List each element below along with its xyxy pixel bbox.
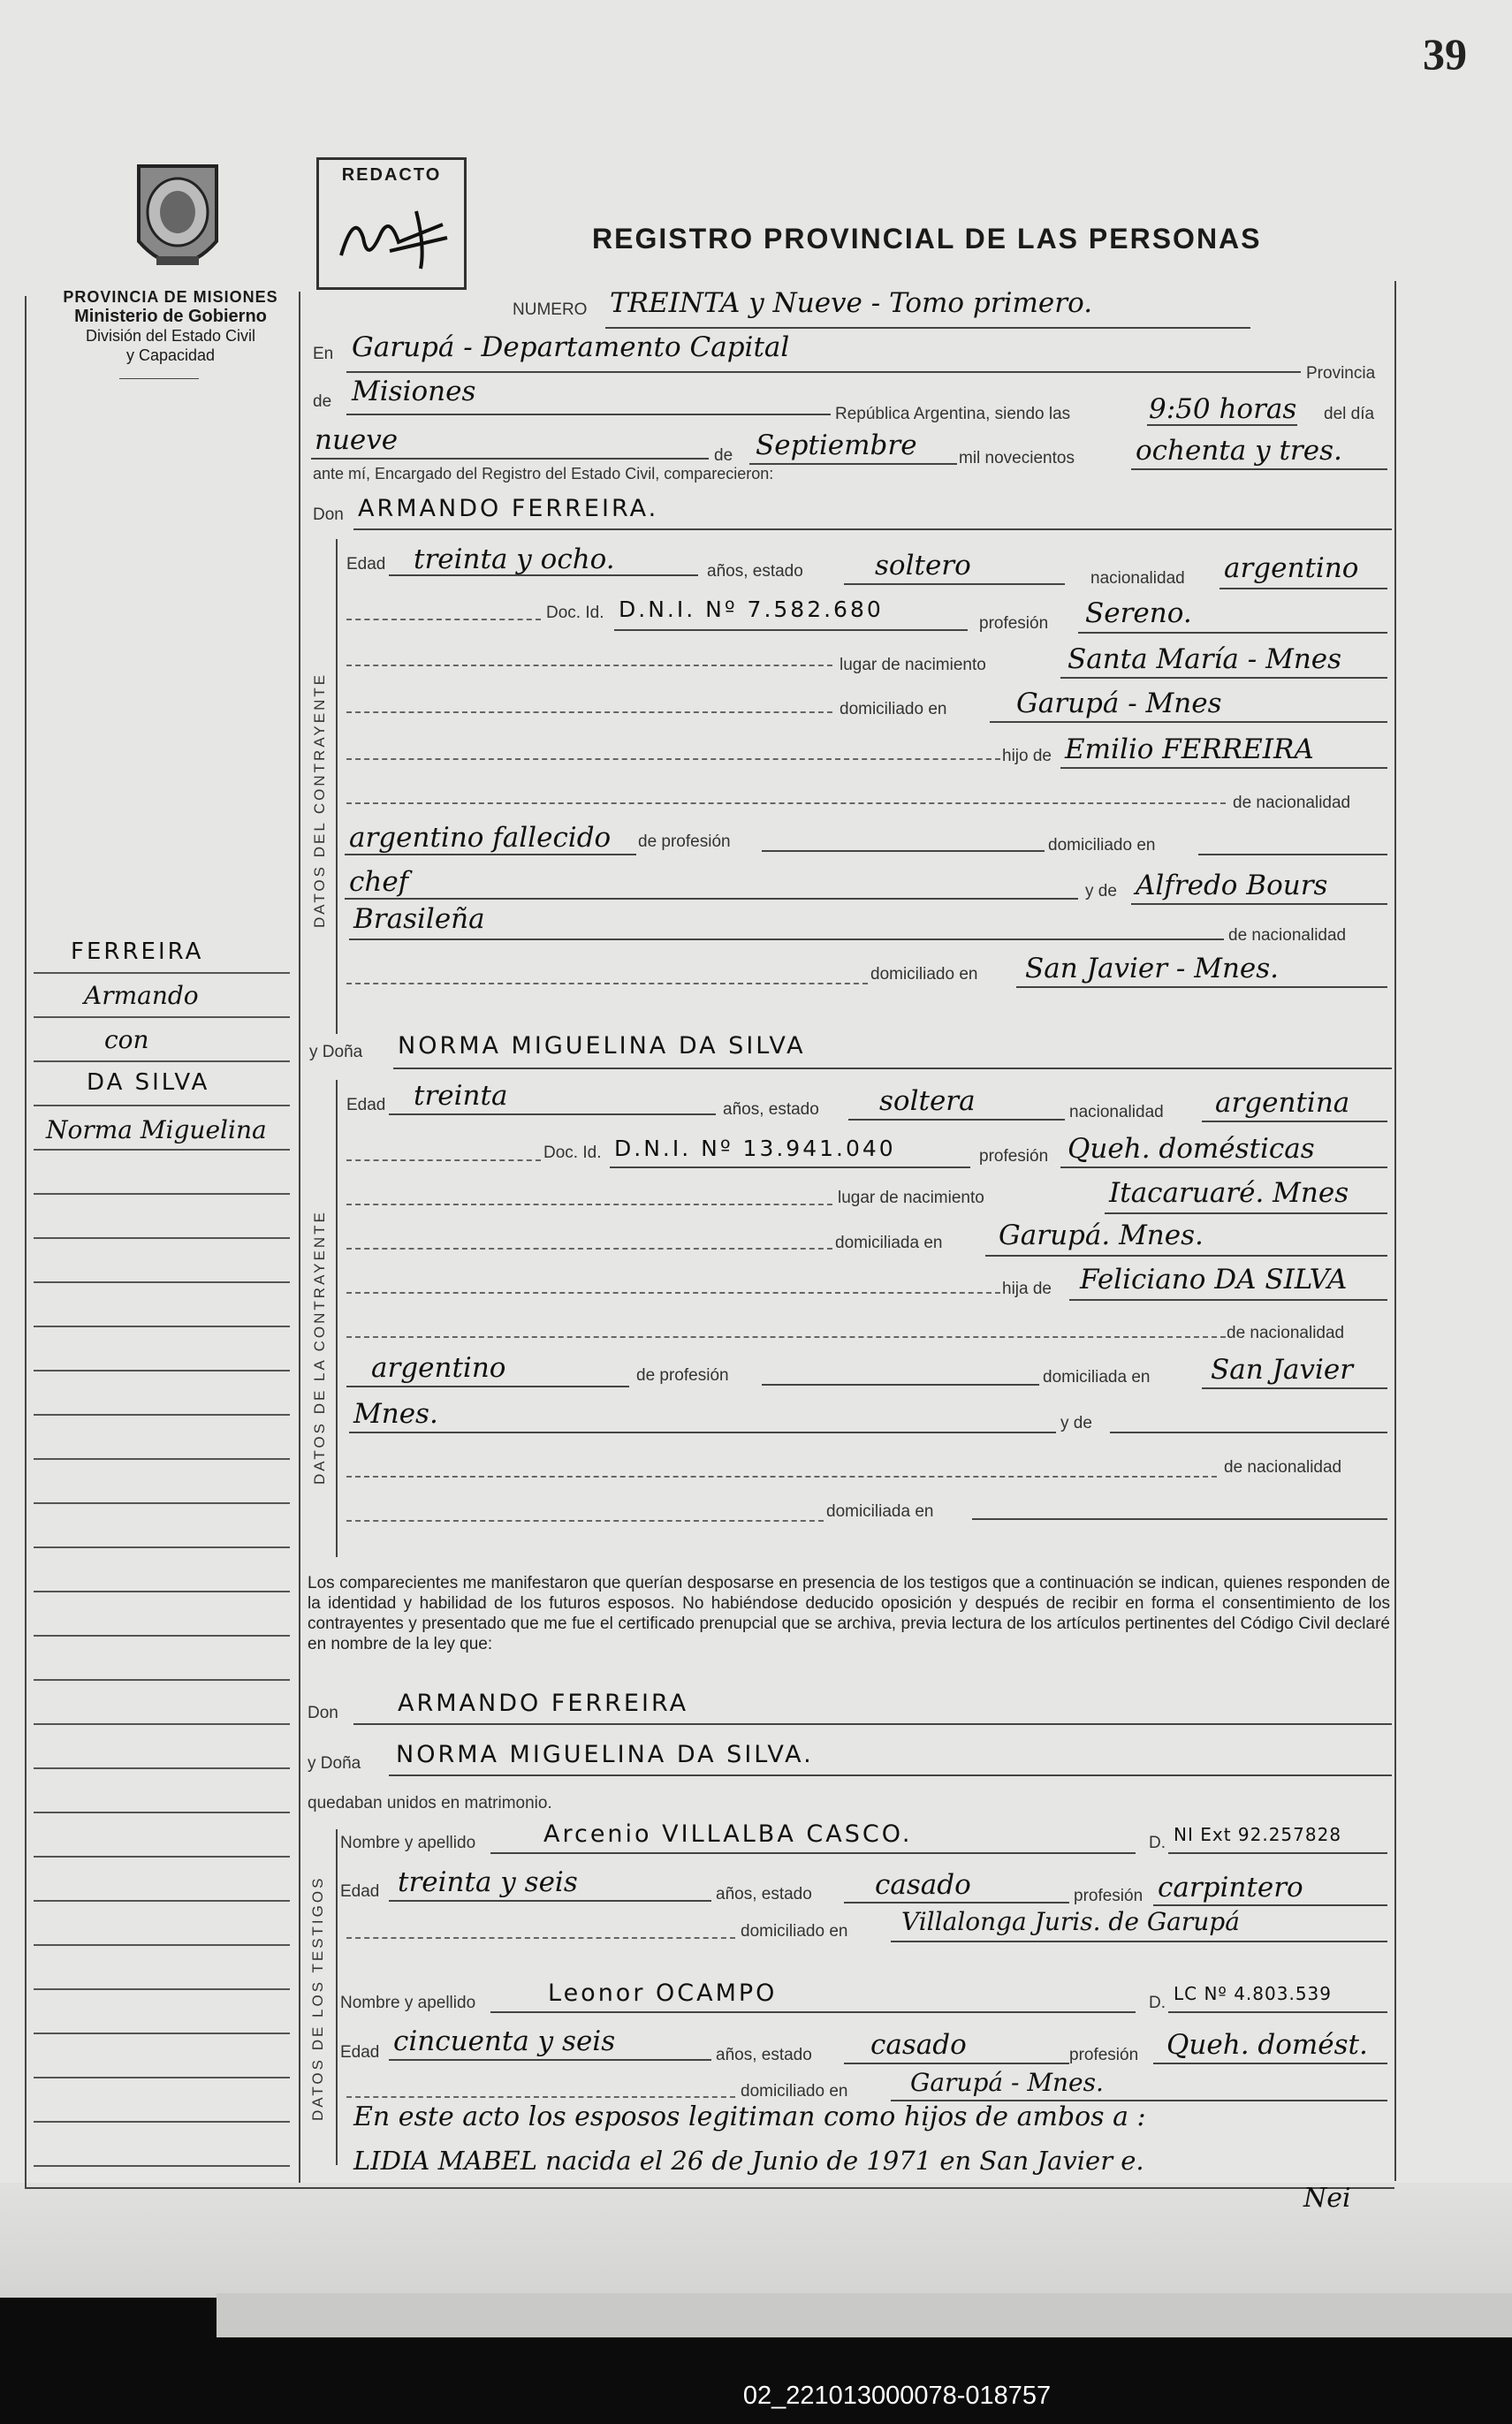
c1-madre-nac-value: Brasileña bbox=[353, 903, 485, 935]
de-value: Misiones bbox=[352, 376, 476, 407]
c1-prof-line bbox=[1078, 632, 1387, 634]
contrayente2-side-label: DATOS DE LA CONTRAYENTE bbox=[311, 1210, 328, 1485]
en-line bbox=[346, 371, 1301, 373]
c2-padre-value: Feliciano DA SILVA bbox=[1080, 1264, 1348, 1296]
dona-label: y Doña bbox=[309, 1043, 363, 1061]
c1-dom-line bbox=[990, 721, 1387, 723]
t2-doc-line bbox=[1168, 2011, 1387, 2013]
c1-madre-nac-line bbox=[349, 938, 1224, 940]
c1-madre-dom-value: San Javier - Mnes. bbox=[1025, 953, 1280, 984]
t1-nombre-line bbox=[490, 1852, 1136, 1854]
c1-lugar-value: Santa María - Mnes bbox=[1068, 643, 1342, 675]
scan-footer-id: 02_221013000078-018757 bbox=[742, 2382, 1052, 2410]
t2-edad-value: cincuenta y seis bbox=[393, 2025, 616, 2057]
c2-hija-label: hija de bbox=[1002, 1280, 1052, 1298]
c1-dom-label: domiciliado en bbox=[840, 700, 947, 718]
t1-dom-value: Villalonga Juris. de Garupá bbox=[901, 1907, 1240, 1936]
c1-lugar-dash bbox=[346, 665, 832, 666]
de-line bbox=[346, 414, 831, 415]
c2-dom-value: Garupá. Mnes. bbox=[999, 1220, 1204, 1251]
t2-prof-line bbox=[1153, 2063, 1387, 2064]
c1-padre-prof-line bbox=[345, 898, 1078, 900]
c2-doc-label: Doc. Id. bbox=[543, 1144, 602, 1162]
header-province: PROVINCIA DE MISIONES bbox=[63, 288, 278, 306]
t1-edad-label: Edad bbox=[340, 1882, 380, 1901]
t1-edad-value: treinta y seis bbox=[398, 1866, 578, 1898]
en-label: En bbox=[313, 345, 334, 363]
mes-line bbox=[749, 463, 957, 465]
t2-edad-label: Edad bbox=[340, 2043, 380, 2062]
decl-dona-value: NORMA MIGUELINA DA SILVA. bbox=[396, 1741, 814, 1768]
c2-dom-label3: domiciliada en bbox=[826, 1502, 934, 1521]
c2-padre-dom-value: San Javier bbox=[1211, 1354, 1354, 1386]
t2-nombre-label: Nombre y apellido bbox=[340, 1994, 476, 2012]
scan-strip bbox=[217, 2293, 1512, 2337]
de-mes-label: de bbox=[714, 446, 733, 465]
t2-dom-dash bbox=[346, 2096, 735, 2098]
c2-doc-dash bbox=[346, 1159, 541, 1161]
c1-madre-line bbox=[1131, 903, 1387, 905]
c1-lugar-line bbox=[1060, 677, 1387, 679]
quedaban-text: quedaban unidos en matrimonio. bbox=[308, 1794, 552, 1812]
t2-estado-value: casado bbox=[870, 2029, 967, 2061]
numero-label: NUMERO bbox=[513, 300, 588, 319]
del-dia-label: del día bbox=[1324, 405, 1375, 423]
margin-surname-wife: DA SILVA bbox=[87, 1069, 210, 1096]
t2-doc-value: LC Nº 4.803.539 bbox=[1174, 1983, 1332, 2004]
t1-prof-value: carpintero bbox=[1158, 1872, 1303, 1903]
c1-madre-dom-line bbox=[1016, 986, 1387, 988]
c2-estado-line bbox=[848, 1119, 1065, 1121]
t2-nombre-value: Leonor OCAMPO bbox=[548, 1979, 778, 2007]
t1-doc-line bbox=[1168, 1852, 1387, 1854]
c1-padre-line bbox=[1060, 767, 1387, 769]
c2-edad-value: treinta bbox=[414, 1080, 508, 1112]
c1-de-prof-label: de profesión bbox=[638, 832, 731, 851]
c2-y-de-label: y de bbox=[1060, 1414, 1092, 1432]
c1-doc-value: D.N.I. Nº 7.582.680 bbox=[619, 597, 884, 622]
t1-doc-label: D. bbox=[1149, 1834, 1166, 1852]
c1-dom3-dash bbox=[346, 983, 868, 984]
c2-edad-line bbox=[389, 1113, 716, 1115]
t1-estado-line bbox=[844, 1902, 1069, 1903]
c1-y-de-label: y de bbox=[1085, 882, 1117, 900]
contrayente1-side-label: DATOS DEL CONTRAYENTE bbox=[311, 672, 328, 928]
margin-divider bbox=[299, 292, 300, 2183]
testigos-block-rule bbox=[336, 1829, 338, 2165]
c2-padre-nac-line bbox=[346, 1386, 629, 1387]
c2-lugar-value: Itacaruaré. Mnes bbox=[1109, 1177, 1349, 1209]
c2-estado-value: soltera bbox=[879, 1085, 976, 1117]
t2-prof-label: profesión bbox=[1069, 2046, 1139, 2064]
c2-padre-dom-value2: Mnes. bbox=[353, 1398, 438, 1430]
t1-estado-value: casado bbox=[875, 1869, 971, 1901]
c2-padre-dom-line2 bbox=[349, 1432, 1056, 1433]
t2-edad-line bbox=[389, 2059, 711, 2061]
c2-de-prof-line bbox=[762, 1384, 1039, 1386]
c1-lugar-label: lugar de nacimiento bbox=[840, 656, 986, 674]
contrayente1-block-rule bbox=[336, 539, 338, 1034]
c1-dom-label2: domiciliado en bbox=[1048, 836, 1156, 855]
c1-nac-value: argentino bbox=[1224, 552, 1359, 584]
header-capacity: y Capacidad bbox=[125, 346, 216, 364]
c2-prof-line bbox=[1060, 1166, 1387, 1168]
decl-don-value: ARMANDO FERREIRA bbox=[398, 1690, 689, 1717]
header-division: División del Estado Civil bbox=[85, 327, 256, 345]
ante-label: ante mí, Encargado del Registro del Estado Civil, comparecieron: bbox=[313, 465, 774, 483]
dona-value: NORMA MIGUELINA DA SILVA bbox=[398, 1032, 806, 1060]
redacto-box bbox=[316, 157, 467, 290]
c2-dom-line bbox=[985, 1255, 1387, 1257]
c2-padre-line bbox=[1069, 1299, 1387, 1301]
margin-name-husband: Armando bbox=[84, 981, 199, 1010]
t2-dom-value: Garupá - Mnes. bbox=[910, 2068, 1104, 2097]
c1-dom2-line bbox=[1198, 854, 1387, 855]
c1-de-nac-label: de nacionalidad bbox=[1233, 794, 1351, 812]
document-title: REGISTRO PROVINCIAL DE LAS PERSONAS bbox=[592, 223, 1262, 255]
t2-doc-label: D. bbox=[1149, 1994, 1166, 2012]
don-value: ARMANDO FERREIRA. bbox=[358, 495, 659, 522]
c2-lugar-line bbox=[1105, 1212, 1387, 1214]
c2-prof-value: Queh. domésticas bbox=[1068, 1133, 1315, 1165]
t1-edad-line bbox=[389, 1900, 711, 1902]
numero-value: TREINTA y Nueve - Tomo primero. bbox=[610, 287, 1093, 319]
c1-edad-value: treinta y ocho. bbox=[414, 543, 615, 575]
c2-de-nac-label: de nacionalidad bbox=[1227, 1324, 1345, 1342]
t1-dom-line bbox=[891, 1941, 1387, 1942]
provincia-label: Provincia bbox=[1306, 364, 1376, 383]
c1-padre-prof-value: chef bbox=[349, 866, 409, 898]
decl-don-line bbox=[353, 1723, 1392, 1725]
don-line bbox=[353, 528, 1392, 530]
coat-of-arms-seal-icon bbox=[121, 157, 234, 290]
margin-con: con bbox=[104, 1025, 149, 1054]
dona-line bbox=[393, 1068, 1392, 1069]
c2-prof-label: profesión bbox=[979, 1147, 1049, 1166]
c2-dom3-dash bbox=[346, 1520, 824, 1522]
numero-line bbox=[605, 327, 1250, 329]
t1-nombre-label: Nombre y apellido bbox=[340, 1834, 476, 1852]
c2-lugar-dash bbox=[346, 1204, 832, 1205]
c1-estado-value: soltero bbox=[875, 550, 971, 581]
c1-dom-dash bbox=[346, 711, 832, 713]
t2-estado-line bbox=[844, 2063, 1069, 2064]
c1-doc-label: Doc. Id. bbox=[546, 604, 604, 622]
c1-padre-value: Emilio FERREIRA bbox=[1065, 733, 1314, 765]
c2-lugar-label: lugar de nacimiento bbox=[838, 1189, 984, 1207]
c2-nac-label: nacionalidad bbox=[1069, 1103, 1164, 1121]
t2-prof-value: Queh. domést. bbox=[1166, 2029, 1368, 2061]
anio-line bbox=[1131, 468, 1387, 470]
mes-value: Septiembre bbox=[756, 429, 917, 461]
margin-surname-husband: FERREIRA bbox=[71, 938, 204, 965]
right-frame-rule bbox=[1394, 281, 1396, 2181]
decl-dona-label: y Doña bbox=[308, 1754, 361, 1773]
t1-prof-line bbox=[1153, 1904, 1387, 1906]
nota-initials: Nei bbox=[1303, 2183, 1351, 2214]
c2-dom-dash bbox=[346, 1248, 832, 1250]
don-label: Don bbox=[313, 505, 344, 524]
contrayente2-block-rule bbox=[336, 1080, 338, 1557]
c2-nac-line bbox=[1202, 1121, 1387, 1122]
c1-doc-line bbox=[614, 629, 968, 631]
mil-label: mil novecientos bbox=[959, 449, 1075, 467]
bottom-frame-rule bbox=[25, 2187, 1394, 2189]
c2-dom3-line bbox=[972, 1518, 1387, 1520]
t2-anios-label: años, estado bbox=[716, 2046, 812, 2064]
nota-line1: En este acto los esposos legitiman como hijos de ambos a : bbox=[353, 2101, 1146, 2132]
c1-nac-label: nacionalidad bbox=[1090, 569, 1185, 588]
c1-doc-dash bbox=[346, 619, 541, 620]
c1-madre-value: Alfredo Bours bbox=[1136, 870, 1328, 901]
c2-de-prof-label: de profesión bbox=[636, 1366, 729, 1385]
t1-anios-label: años, estado bbox=[716, 1885, 812, 1903]
republica-label: República Argentina, siendo las bbox=[835, 405, 1071, 423]
c1-estado-line bbox=[844, 583, 1065, 585]
c1-nac-line bbox=[1219, 588, 1387, 589]
redacto-label: REDACTO bbox=[341, 165, 442, 185]
c1-prof-value: Sereno. bbox=[1085, 597, 1192, 629]
c2-padre-dom-line bbox=[1202, 1387, 1387, 1389]
hora-value: 9:50 horas bbox=[1149, 393, 1297, 425]
c1-dom-value: Garupá - Mnes bbox=[1016, 688, 1222, 719]
t1-dom-dash bbox=[346, 1937, 735, 1939]
anio-value: ochenta y tres. bbox=[1136, 435, 1342, 467]
t1-doc-value: NI Ext 92.257828 bbox=[1174, 1824, 1342, 1845]
margin-name-wife: Norma Miguelina bbox=[46, 1115, 267, 1144]
c1-anios-label: años, estado bbox=[707, 562, 803, 581]
left-margin-rule bbox=[25, 296, 27, 2187]
c2-anios-label: años, estado bbox=[723, 1100, 819, 1119]
dia-line bbox=[311, 458, 709, 460]
header-underline bbox=[119, 378, 199, 379]
c2-dom-label: domiciliada en bbox=[835, 1234, 943, 1252]
c2-nac-value: argentina bbox=[1215, 1087, 1350, 1119]
t1-prof-label: profesión bbox=[1074, 1887, 1143, 1905]
c1-nac-dash bbox=[346, 802, 1226, 804]
c2-nac-dash bbox=[346, 1336, 1226, 1338]
t2-dom-label: domiciliado en bbox=[741, 2082, 848, 2101]
declaration-paragraph: Los comparecientes me manifestaron que querían desposarse en presencia de los testigos que a continuación se indican, quienes responden de la identidad y habilidad de los futuros esposos. No habiéndose deducido oposición y después de recibir en forma el consentimiento de los contrayentes y presentado que me fue el certificado prenupcial que se archiva, previa lectura de los artículos pertinentes del Código Civil declaré en nombre de la ley que: bbox=[308, 1574, 1390, 1653]
hora-line bbox=[1147, 424, 1297, 426]
c2-doc-line bbox=[610, 1166, 970, 1168]
t1-dom-label: domiciliado en bbox=[741, 1922, 848, 1941]
c2-y-de-line bbox=[1110, 1432, 1387, 1433]
c2-padre-nac-value: argentino bbox=[371, 1352, 506, 1384]
decl-don-label: Don bbox=[308, 1704, 338, 1722]
header-ministry: Ministerio de Gobierno bbox=[74, 307, 267, 326]
c1-hijo-label: hijo de bbox=[1002, 747, 1052, 765]
c1-edad-line bbox=[389, 574, 698, 576]
c2-de-nac-label2: de nacionalidad bbox=[1224, 1458, 1342, 1477]
de-label: de bbox=[313, 392, 332, 411]
signature-icon bbox=[337, 202, 452, 273]
c2-doc-value: D.N.I. Nº 13.941.040 bbox=[614, 1136, 896, 1161]
dia-value: nueve bbox=[315, 424, 399, 456]
c1-dom-label3: domiciliado en bbox=[870, 965, 978, 984]
c1-prof-label: profesión bbox=[979, 614, 1049, 633]
c1-edad-label: Edad bbox=[346, 555, 386, 574]
c2-hija-dash bbox=[346, 1292, 1000, 1294]
t2-nombre-line bbox=[490, 2011, 1136, 2013]
c2-dom-label2: domiciliada en bbox=[1043, 1368, 1151, 1387]
c1-hijo-dash bbox=[346, 758, 1000, 760]
page-number: 39 bbox=[1423, 29, 1467, 79]
nota-line2: LIDIA MABEL nacida el 26 de Junio de 1971 en San Javier e. bbox=[353, 2146, 1144, 2176]
en-value: Garupá - Departamento Capital bbox=[352, 331, 790, 363]
c1-padre-nac-line bbox=[345, 854, 636, 855]
c2-edad-label: Edad bbox=[346, 1096, 386, 1114]
c1-de-prof-line bbox=[762, 850, 1045, 852]
decl-dona-line bbox=[389, 1774, 1392, 1776]
c2-nac2-dash bbox=[346, 1476, 1217, 1478]
c1-padre-nac-value: argentino fallecido bbox=[349, 822, 612, 854]
testigos-side-label: DATOS DE LOS TESTIGOS bbox=[309, 1875, 326, 2121]
left-header bbox=[34, 287, 308, 365]
t1-nombre-value: Arcenio VILLALBA CASCO. bbox=[543, 1820, 913, 1848]
page-bottom-shade bbox=[0, 2183, 1512, 2298]
c1-de-nac-label2: de nacionalidad bbox=[1228, 926, 1347, 945]
